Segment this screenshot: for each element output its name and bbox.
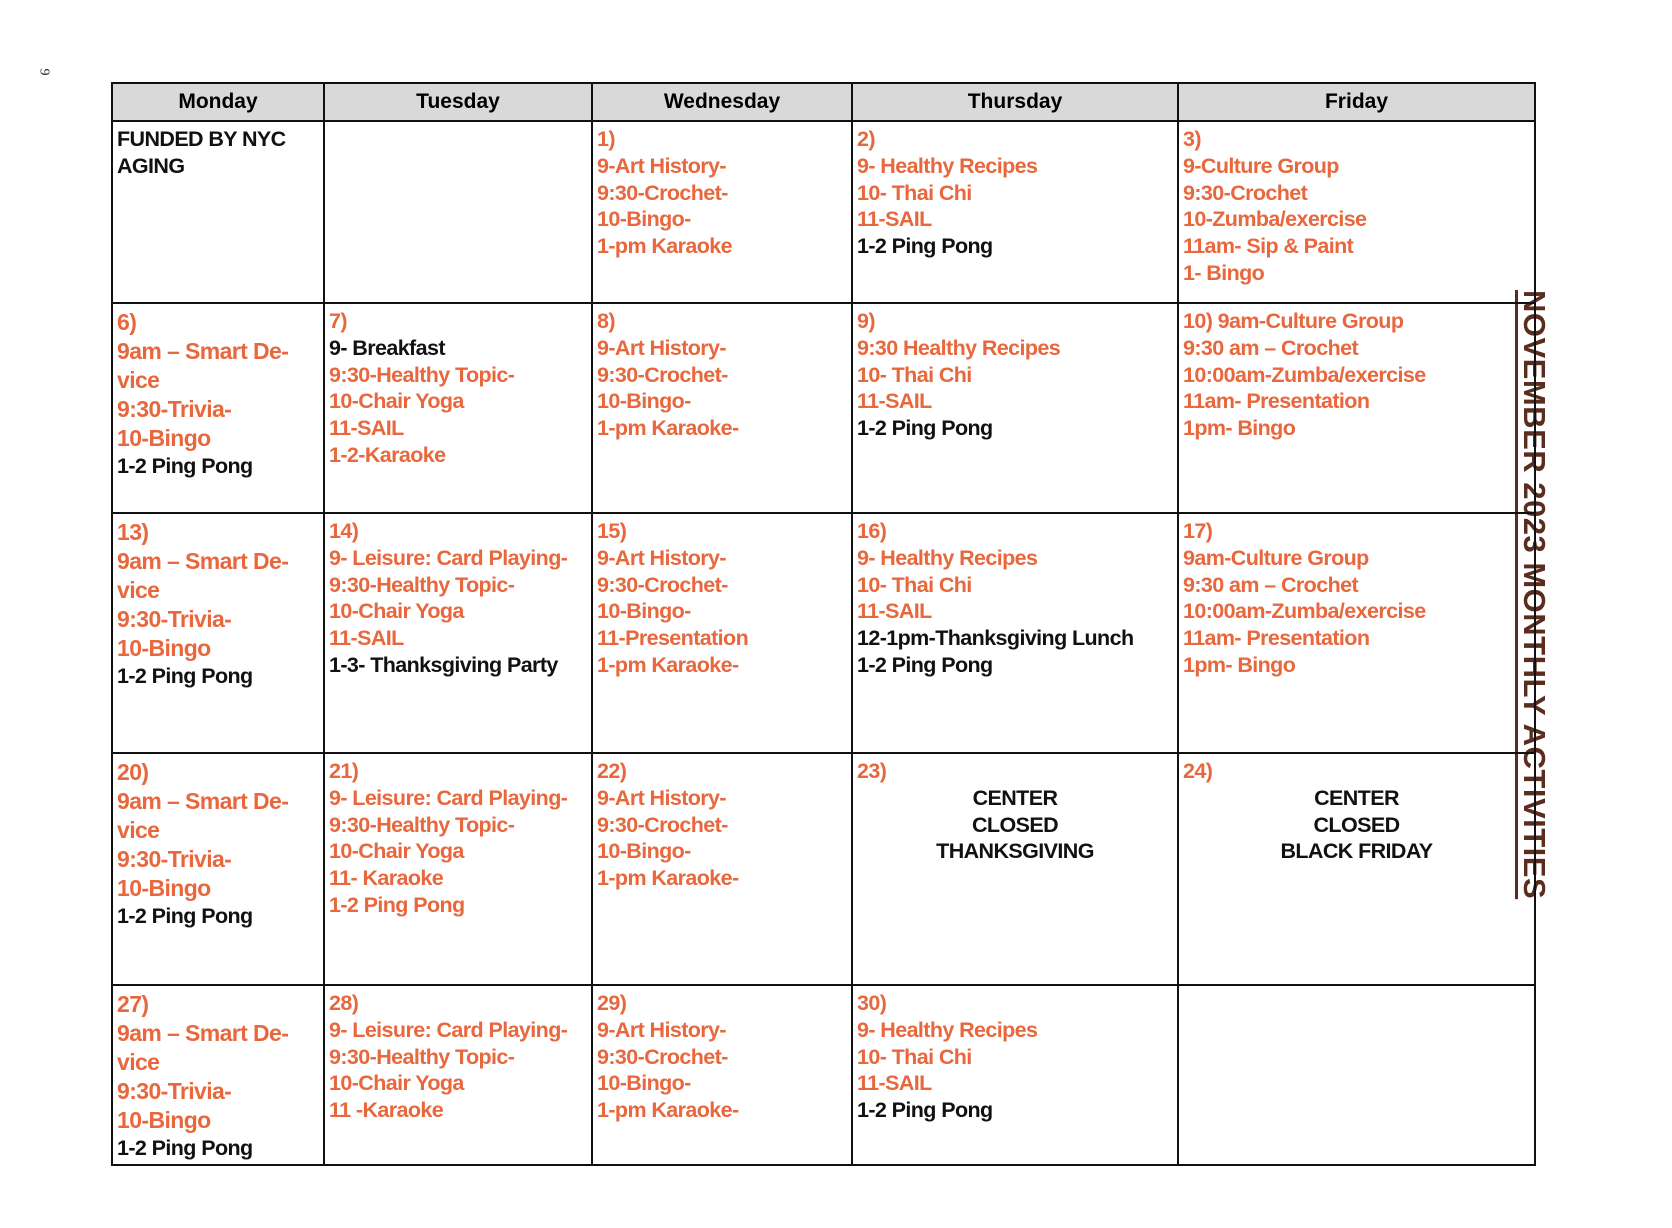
day-cell-thursday [852,753,1178,985]
activity-entry: 9- Healthy Recipes [857,545,1038,570]
day-cell-monday [112,753,324,985]
activity-entry: FUNDED BY NYC AGING [117,127,286,178]
activity-entry: 10- Thai Chi [857,180,972,205]
activity-entry: 9am – Smart De- [117,338,289,364]
activity-entry: 1-pm Karaoke- [597,652,739,677]
activity-entry: 9:30-Trivia- [117,606,232,632]
day-number: 16) [857,519,887,543]
activity-entry: 10-Chair Yoga [329,839,464,864]
activity-entry: 10-Bingo- [597,389,691,414]
activity-entry: 10- Thai Chi [857,572,972,597]
activity-entry: 1-2 Ping Pong [117,664,253,688]
day-cell-thursday [852,985,1178,1165]
closed-notice: THANKSGIVING [936,839,1094,864]
activity-entry: 1pm- Bingo [1183,652,1296,677]
activity-entry: vice [117,1049,160,1075]
day-cell-friday [1178,753,1535,985]
weekday-header-row [112,83,1535,121]
activity-entry: vice [117,577,160,603]
day-cell-friday [1178,303,1535,513]
day-number: 17) [1183,519,1213,543]
closed-notice: CLOSED [1313,812,1400,837]
day-cell-friday [1178,513,1535,753]
activity-entry: 9:30-Healthy Topic- [329,1044,515,1069]
day-number: 27) [117,991,149,1017]
activity-entry: 10-Bingo- [597,599,691,624]
activity-entry: vice [117,367,160,393]
activity-entry: 10-Bingo [117,425,211,451]
activity-entry: 12-1pm-Thanksgiving Lunch [857,626,1134,651]
activity-entry: 9- Healthy Recipes [857,1017,1038,1042]
activity-entry: 9- Healthy Recipes [857,153,1038,178]
activity-entry: 10- Thai Chi [857,362,972,387]
activity-entry: 10- Thai Chi [857,1044,972,1069]
day-number: 24) [1183,759,1213,783]
activity-entry: 9-Art History- [597,1017,726,1042]
activity-entry: 1pm- Bingo [1183,416,1296,441]
activity-entry: 10-Chair Yoga [329,389,464,414]
week-row [112,121,1535,303]
activity-entry: 10-Bingo [117,1107,211,1133]
activity-entry: 11-SAIL [329,626,404,651]
activity-entry: 9- Leisure: Card Playing- [329,785,568,810]
header-monday: Monday [112,83,324,121]
activity-entry: 9:30-Healthy Topic- [329,812,515,837]
day-cell-tuesday [324,121,592,303]
week-row [112,985,1535,1165]
day-cell-monday [112,121,324,303]
day-cell-tuesday [324,513,592,753]
activity-entry: 10-Bingo- [597,1071,691,1096]
day-cell-tuesday [324,303,592,513]
day-number: 28) [329,991,359,1015]
day-number: 14) [329,519,359,543]
day-number: 2) [857,127,875,151]
activity-entry: 9-Art History- [597,153,726,178]
day-number: 9) [857,309,875,333]
activity-entry: 9-Art History- [597,785,726,810]
activity-entry: 9:30-Crochet- [597,180,728,205]
activity-entry: 10-Chair Yoga [329,1071,464,1096]
activity-entry: 9:30-Crochet [1183,180,1308,205]
page-number: 9 [36,68,52,76]
activity-entry: 1-2 Ping Pong [117,904,253,928]
activity-entry: 9am – Smart De- [117,788,289,814]
day-number: 10) 9am-Culture Group [1183,309,1404,333]
activity-entry: 9:30 am – Crochet [1183,572,1359,597]
activity-entry: 9:30 Healthy Recipes [857,335,1061,360]
activity-entry: 11am- Presentation [1183,389,1370,414]
day-cell-friday [1178,985,1535,1165]
activity-entry: 11-Presentation [597,626,749,651]
day-number: 21) [329,759,359,783]
day-cell-wednesday [592,753,852,985]
activity-entry: 1- Bingo [1183,260,1265,285]
day-cell-monday [112,303,324,513]
activity-entry: 9:30-Trivia- [117,396,232,422]
activity-entry: 11-SAIL [857,389,932,414]
day-number: 8) [597,309,615,333]
activity-entry: 1-2 Ping Pong [117,1136,253,1160]
activity-entry: 1-2 Ping Pong [857,1098,993,1123]
activity-entry: 9:30-Crochet- [597,572,728,597]
day-number: 23) [857,759,887,783]
day-number: 29) [597,991,627,1015]
day-number: 15) [597,519,627,543]
day-cell-thursday [852,303,1178,513]
activity-entry: 9:30-Healthy Topic- [329,572,515,597]
activity-entry: 1-pm Karaoke- [597,1098,739,1123]
activity-entry: 10-Bingo- [597,207,691,232]
activity-entry: 9:30-Trivia- [117,846,232,872]
day-cell-thursday [852,513,1178,753]
activity-entry: 1-2-Karaoke [329,442,446,467]
day-cell-wednesday [592,513,852,753]
activity-entry: 1-2 Ping Pong [117,454,253,478]
activity-entry: 9- Breakfast [329,335,445,360]
activity-entry: 9-Art History- [597,335,726,360]
activity-entry: 1-pm Karaoke [597,234,732,259]
day-number: 20) [117,759,149,785]
activity-entry: 9:30-Crochet- [597,812,728,837]
closed-notice: BLACK FRIDAY [1280,839,1433,864]
activity-entry: 1-3- Thanksgiving Party [329,652,558,677]
activity-entry: 11-SAIL [857,207,932,232]
closed-notice: CENTER [972,785,1058,810]
activity-entry: 11- Karaoke [329,866,444,891]
activity-entry: 10-Bingo- [597,839,691,864]
activity-entry: 11am- Presentation [1183,626,1370,651]
activity-entry: 1-2 Ping Pong [857,416,993,441]
activity-entry: 9am – Smart De- [117,548,289,574]
day-cell-tuesday [324,985,592,1165]
activity-entry: 10:00am-Zumba/exercise [1183,362,1426,387]
activity-entry: 9:30-Healthy Topic- [329,362,515,387]
day-cell-friday [1178,121,1535,303]
activity-entry: 1-2 Ping Pong [329,892,465,917]
activity-entry: 9:30-Crochet- [597,362,728,387]
day-cell-tuesday [324,753,592,985]
activity-entry: 10-Zumba/exercise [1183,207,1367,232]
day-cell-wednesday [592,303,852,513]
day-number: 1) [597,127,615,151]
header-wednesday: Wednesday [592,83,852,121]
activity-entry: 9- Leisure: Card Playing- [329,1017,568,1042]
day-cell-monday [112,513,324,753]
day-number: 13) [117,519,149,545]
week-row [112,513,1535,753]
activity-entry: 1-pm Karaoke- [597,866,739,891]
week-row [112,753,1535,985]
activity-entry: 11 -Karaoke [329,1098,444,1123]
activity-entry: 11-SAIL [857,599,932,624]
day-number: 30) [857,991,887,1015]
day-number: 3) [1183,127,1201,151]
day-cell-monday [112,985,324,1165]
header-thursday: Thursday [852,83,1178,121]
activity-entry: 9:30-Crochet- [597,1044,728,1069]
activity-entry: 9am-Culture Group [1183,545,1369,570]
activity-entry: 10-Chair Yoga [329,599,464,624]
day-number: 6) [117,309,137,335]
activity-entry: 9-Culture Group [1183,153,1339,178]
week-row [112,303,1535,513]
day-cell-thursday [852,121,1178,303]
activity-entry: 1-pm Karaoke- [597,416,739,441]
header-friday: Friday [1178,83,1535,121]
activity-entry: 9:30-Trivia- [117,1078,232,1104]
day-cell-wednesday [592,121,852,303]
activity-entry: 1-2 Ping Pong [857,234,993,259]
activity-entry: 11am- Sip & Paint [1183,234,1354,259]
activity-entry: 10-Bingo [117,875,211,901]
day-number: 7) [329,309,347,333]
activity-entry: 11-SAIL [857,1071,932,1096]
header-tuesday: Tuesday [324,83,592,121]
activity-entry: 10:00am-Zumba/exercise [1183,599,1426,624]
closed-notice: CENTER [1314,785,1399,810]
activity-entry: 9-Art History- [597,545,726,570]
calendar-title: NOVEMBER 2023 MONTHLY ACTIVITIES [1517,290,1552,900]
activity-entry: 11-SAIL [329,416,404,441]
activity-entry: vice [117,817,160,843]
day-cell-wednesday [592,985,852,1165]
activity-entry: 9:30 am – Crochet [1183,335,1359,360]
activity-entry: 9am – Smart De- [117,1020,289,1046]
activity-calendar [111,82,1536,1166]
activity-entry: 1-2 Ping Pong [857,652,993,677]
day-number: 22) [597,759,627,783]
closed-notice: CLOSED [972,812,1058,837]
activity-entry: 10-Bingo [117,635,211,661]
activity-entry: 9- Leisure: Card Playing- [329,545,568,570]
